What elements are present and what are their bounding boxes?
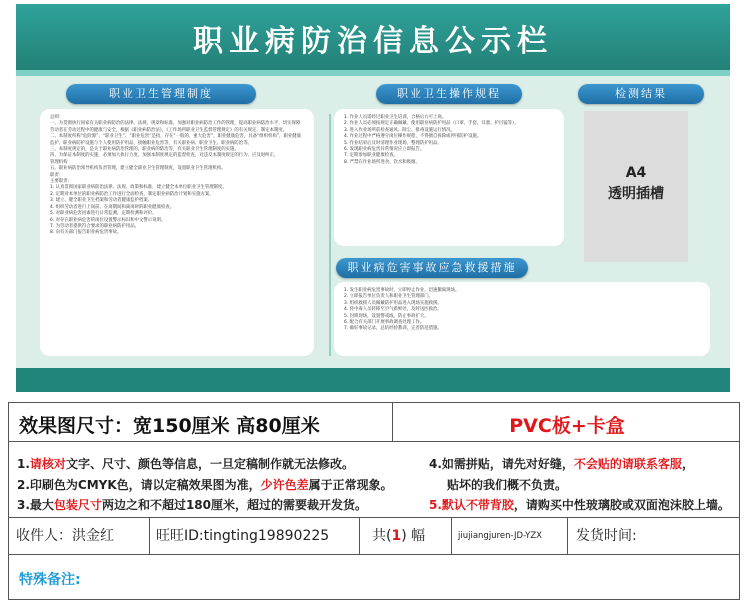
notice-board-preview (16, 4, 730, 392)
order-spec-sheet (8, 402, 740, 600)
emergency-line: 2. 立即报告单位负责人和职业卫生管理部门。 (344, 294, 434, 300)
column-divider (329, 114, 331, 356)
emergency-line: 1. 发生职业病危害事故时，立即停止作业，迅速撤离现场。 (344, 288, 460, 293)
operation-line: 8. 严禁在作业场所进食、饮水和吸烟。 (344, 159, 420, 165)
count-prefix: 共( (372, 528, 392, 544)
slot-title: A4 (625, 165, 647, 181)
operation-text (334, 109, 564, 172)
section-operation-title: 职业卫生操作规程 (376, 84, 522, 104)
management-line: 7. 为劳动者提供符合要求的职业病防护用品。 (50, 223, 140, 229)
emergency-line: 5. 封锁现场，设置警戒线，防止事故扩大。 (344, 313, 429, 319)
management-text (40, 109, 314, 243)
operation-line: 6. 发现职业病危害异常情况应立即报告。 (344, 147, 425, 153)
count-suffix: ) 幅 (401, 528, 426, 544)
management-line: 6. 对存在职业病危害的岗位设置警示标识和中文警示说明。 (50, 217, 166, 223)
emergency-line: 4. 将中毒人员转移至空气新鲜处，及时送医救治。 (344, 307, 442, 313)
management-line: 四、为保证本制度的实施，必须加大执行力度，加强本制度规定的监督检查，对违反本制度规定的行为，应及时纠正。 (50, 153, 279, 159)
management-line: 4. 组织劳动者进行上岗前、在岗期间和离岗时的职业健康检查。 (50, 204, 175, 210)
note-2-red: 少许色差 (260, 478, 309, 492)
board-title: 职业病防治信息公示栏 (193, 24, 553, 59)
section-management-title: 职业卫生管理制度 (66, 84, 256, 104)
management-line: 主要职责： (50, 179, 72, 185)
material-cell (392, 402, 740, 442)
management-line: 总则： (50, 115, 64, 120)
piece-count (360, 518, 452, 554)
order-info-row (8, 517, 740, 555)
note-4 (429, 455, 694, 472)
special-remarks: 特殊备注: (19, 572, 81, 588)
management-line: 二、本制度所称“危险源”、“职业卫生”、“职业危害”是指，存在“一般的、重大危害”，职业健康危害，具备“组织机构”，职业健康监护、职业病防护设施与个人使用防护用品，接触职业危害等，有关职业病、职业卫生、职业病防治等。 (50, 134, 302, 146)
emergency-line: 7. 做好事故记录，总结经验教训，完善防范措施。 (344, 326, 442, 332)
note-3-red: 包装尺寸 (53, 498, 102, 512)
section-results-title: 检测结果 (578, 84, 704, 104)
note-1 (17, 455, 354, 472)
note-4-red: 不会贴的请联系客服 (573, 457, 682, 471)
management-line: 2. 定期对本单位的职业病防治工作进行全面检查，制定职业病防治计划和实施方案。 (50, 191, 214, 197)
emergency-text (334, 282, 710, 339)
management-line: 一、为贯彻执行国家有关职业病防治的法律、法规、规章和标准，加强对职业病防治工作的管理，提高职业病防治水平，切实保障劳动者在劳动过程中的健康与安全，根据《职业病防治法》，《工作场所职业卫生监督管理规定》的有关规定，制定本制度。 (50, 121, 301, 133)
note-5-rest: ，请购买中性玻璃胶或双面泡沫胶上墙。 (513, 498, 730, 512)
size-cell (8, 402, 393, 442)
note-1-rest: 文字、尺寸、颜色等信息，一旦定稿制作就无法修改。 (65, 457, 354, 471)
note-5-red: 5.默认不带背胶 (429, 498, 514, 512)
note-4-text: 4.如需拼贴，请先对好缝， (429, 457, 574, 471)
operation-line: 3. 进入作业场所前检查通风、除尘、排毒设施运行情况。 (344, 127, 455, 133)
emergency-line: 6. 配合有关部门开展事故调查处理工作。 (344, 320, 425, 326)
note-3 (17, 496, 367, 513)
section-emergency-title: 职业病危害事故应急救援措施 (336, 258, 528, 278)
board-footer-band (16, 368, 730, 392)
note-2-rest: 属于正常现象。 (308, 478, 393, 492)
management-line: 职责： (50, 172, 64, 178)
note-3-text: 3.最大 (17, 498, 54, 512)
management-line: 8. 向有关部门报告职业病危害事故。 (50, 230, 122, 236)
management-line: 5. 对职业病危害因素进行日常监测，定期检测和评价。 (50, 211, 157, 217)
operation-line: 4. 作业过程中严格遵守岗位操作规程，不得擅自拆除或停用防护设施。 (344, 134, 482, 140)
note-1-red: 请核对 (29, 457, 66, 471)
operation-line: 7. 定期参加职业健康检查。 (344, 153, 398, 159)
recipient: 收件人：洪金红 (8, 518, 150, 554)
note-1-num: 1. (17, 457, 30, 471)
note-3-rest: 两边之和不超过180厘米，超过的需要裁开发货。 (101, 498, 367, 512)
management-panel (40, 109, 314, 356)
a4-insert-slot (584, 111, 688, 262)
order-code: jiujiangjuren-JD-YZX (452, 518, 568, 554)
note-2-text: 2.印刷色为CMYK色，请以定稿效果图为准， (17, 478, 261, 492)
note-4-line2: 贴坏的我们概不负责。 (447, 478, 568, 492)
board-header (16, 4, 730, 70)
material-label: PVC板+卡盒 (509, 415, 625, 437)
management-line: 管理机构 (50, 159, 68, 165)
management-line: 3. 建立、健全职业卫生档案和劳动者健康监护档案。 (50, 198, 153, 204)
operation-line: 5. 作业结束后及时清理作业现场，整理防护用品。 (344, 140, 442, 146)
slot-subtitle: 透明插槽 (608, 186, 664, 202)
emergency-line: 3. 组织救援人员佩戴防护用品进入现场实施救援。 (344, 300, 442, 306)
note-4-rest: ， (681, 457, 694, 471)
wangwang-id: 旺旺ID:tingting19890225 (150, 518, 360, 554)
note-5 (429, 496, 730, 513)
operation-line: 1. 作业人员需经过职业卫生培训，合格后方可上岗。 (344, 115, 447, 120)
management-line: 五、职业病防治领导机构负责管理，建立健全职业卫生管理制度，设置职业卫生管理机构。 (50, 166, 226, 172)
management-line: 三、本制度规定的，是关于职业病防治管理的，职业病的防治等，有关职业卫生管理制度的实施。 (50, 147, 239, 153)
emergency-panel (334, 282, 710, 356)
operation-line: 2. 作业人员必须按规定正确佩戴、使用职业病防护用品（口罩、手套、耳塞、护目镜等）。 (344, 121, 519, 127)
management-line: 1. 认真贯彻国家职业病防治法律、法规、政策和标准，建立健全本单位职业卫生管理制度。 (50, 185, 227, 191)
count-value: 1 (391, 528, 402, 544)
size-label: 效果图尺寸：宽150厘米 高80厘米 (19, 415, 320, 437)
operation-panel (334, 109, 564, 246)
ship-time: 发货时间: (576, 528, 637, 544)
note-2 (17, 476, 393, 493)
